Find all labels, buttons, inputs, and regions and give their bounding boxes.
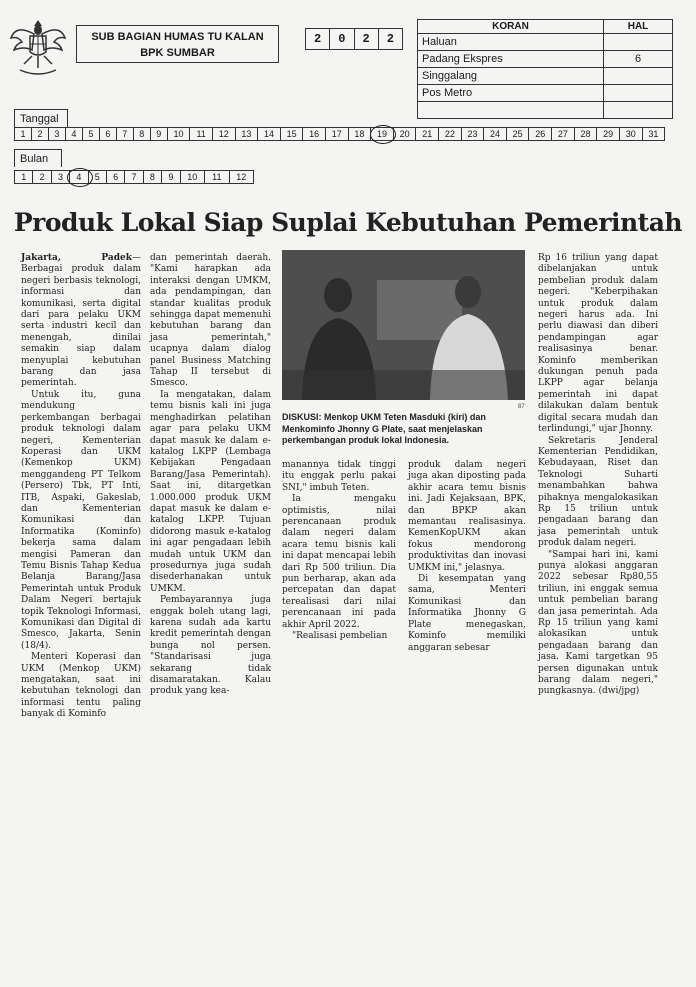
number-cell: 20 — [394, 128, 417, 140]
paragraph-text: —Berbagai produk dalam negeri berbasis teknologi, informasi dan komunikasi, serta digital dari para pelaku UKM serta industri kecil dan menengah, dinilai semakin siap dalam menyuplai kebutuhan barang dan jasa pemerintah. — [21, 253, 141, 389]
number-cell: 30 — [620, 128, 643, 140]
year-digit: 2 — [306, 29, 330, 49]
table-row — [418, 85, 673, 102]
number-cell: 21 — [416, 128, 439, 140]
number-cell: 12 — [213, 128, 236, 140]
number-cell: 12 — [236, 172, 247, 182]
table-row — [418, 34, 673, 51]
article-column-2 — [150, 253, 271, 698]
paragraph: Ia mengaku optimistis, nilai perencanaan produk dalam negeri dalam acara temu bisnis kali ini dapat mencapai lebih dari Rp 500 triliun. Dia pun berharap, akan ada percepatan dan dapat terealisasi dari nilai perencanaan ini pada akhir April 2022. — [282, 494, 396, 630]
photo-caption: DISKUSI: Menkop UKM Teten Masduki (kiri) dan Menkominfo Jhonny G Plate, saat menjelaskan perkembangan produk lokal Indonesia. — [282, 412, 486, 445]
year-box — [305, 28, 403, 50]
number-cell: 3 — [52, 171, 70, 183]
koran-hal: 6 — [604, 51, 673, 68]
paragraph: Pembayarannya juga enggak boleh utang lagi, karena sudah ada kartu kredit pemerintah dengan bunga nol persen. "Standarisasi juga sekarang tidak disamaratakan. Kalau produk yang kea- — [150, 595, 271, 697]
paragraph: "Sampai hari ini, kami punya alokasi anggaran 2022 sebesar Rp80,55 triliun, ini enggak semua untuk pembelian barang dan jasa pemerintah. Ada Rp 15 triliun yang kami alokasikan untuk pengadaan barang dan jasa. Kami targetkan 95 persen digunakan untuk barang dalam negeri," pungkasnya. (dwi/jpg) — [538, 549, 658, 697]
koran-name: Padang Ekspres — [418, 51, 604, 68]
article-headline: Produk Lokal Siap Suplai Kebutuhan Pemerintah — [13, 208, 683, 237]
bulan-row — [14, 170, 254, 184]
number-cell: 2 — [33, 171, 51, 183]
article-column-4 — [408, 460, 526, 654]
koran-hal — [604, 102, 673, 119]
paragraph: produk dalam negeri juga akan diposting pada akhir acara temu bisnis ini. Jadi Kejaksaan, BPK, dan BPKP akan memantau realisasinya. KemenKopUKM akan fokus mendorong produktivitas dan inovasi UMKM ini," jelasnya. — [408, 460, 526, 573]
number-cell: 4 — [66, 128, 83, 140]
number-cell: 11 — [205, 171, 230, 183]
paragraph: "Realisasi pembelian — [292, 631, 388, 642]
number-cell: 8 — [134, 128, 151, 140]
article-photo — [282, 250, 525, 400]
number-cell: 26 — [529, 128, 552, 140]
number-cell: 5 — [83, 128, 100, 140]
number-cell: 14 — [258, 128, 281, 140]
number-cell: 23 — [462, 128, 485, 140]
year-digit: 0 — [330, 29, 354, 49]
koran-hal — [604, 85, 673, 102]
office-line-2: BPK SUMBAR — [140, 47, 215, 59]
number-cell: 18 — [349, 128, 372, 140]
bulan-label: Bulan — [14, 149, 62, 167]
year-digit: 2 — [355, 29, 379, 49]
koran-name — [418, 102, 604, 119]
number-cell: 25 — [507, 128, 530, 140]
number-cell: 22 — [439, 128, 462, 140]
tanggal-row — [14, 127, 665, 141]
koran-hal — [604, 34, 673, 51]
number-cell: 31 — [648, 129, 659, 139]
number-cell: 11 — [190, 128, 213, 140]
paragraph: Ia mengatakan, dalam temu bisnis kali ini juga menghadirkan pelatihan agar para pelaku UKM dapat masuk ke dalam e-katalog LKPP (Lembaga Kebijakan Pengadaan Barang/Jasa Pemerintah). Saat ini, ditargetkan 1.000.000 produk UKM dapat masuk ke dalam e-katalog LKPP. Tujuan didorong masuk e-katalog ini agar pengadaan lebih mudah untuk UKM dan prosedurnya juga sudah disederhanakan untuk UMKM. — [150, 389, 271, 594]
paragraph: Rp 16 triliun yang dapat dibelanjakan untuk pembelian produk dalam negeri. "Keberpihakan untuk produk dalam negeri harus ada. Ini perlu diawasi dan diberi pendampingan agar realisasinya benar. Kominfo memberikan dukungan penuh pada LKPP agar belanja pemerintah ini dapat dilakukan dalam bentuk digital secara mudah dan terlindungi," ujar Jhonny. — [538, 253, 658, 435]
number-cell: 3 — [49, 128, 66, 140]
number-cell: 10 — [168, 128, 191, 140]
paragraph — [21, 253, 141, 390]
article-column-3 — [282, 460, 396, 643]
paragraph: Menteri Koperasi dan UKM (Menkop UKM) mengatakan, saat ini kebutuhan teknologi dan informasi tentu paling banyak di Kominfo — [21, 652, 141, 720]
paragraph: Sekretaris Jenderal Kementerian Pendidikan, Kebudayaan, Riset dan Teknologi Suharti menambahkan bahwa pihaknya mengalokasikan Rp 15 triliun untuk pengadaan barang dan jasa pemerintah untuk produk dalam negeri. — [538, 435, 658, 549]
paragraph: dan pemerintah daerah. "Kami harapkan ada interaksi dengan UMKM, ada pendampingan, dan standar kualitas produk sehingga dapat memenuhi kebutuhan barang dan jasa pemerintah," ucapnya dalam dialog panel Business Matching Tahap II tersebut di Smesco. — [150, 253, 271, 389]
number-cell: 7 — [117, 128, 134, 140]
table-row — [418, 51, 673, 68]
number-cell: 24 — [484, 128, 507, 140]
koran-name: Haluan — [418, 34, 604, 51]
number-cell: 1 — [15, 128, 32, 140]
number-cell: 8 — [144, 171, 162, 183]
hal-header: HAL — [604, 20, 673, 34]
number-cell: 16 — [303, 128, 326, 140]
table-row — [418, 68, 673, 85]
photo-credit: 87 — [518, 404, 525, 410]
number-cell: 2 — [32, 128, 49, 140]
koran-header: KORAN — [418, 20, 604, 34]
number-cell: 6 — [107, 171, 125, 183]
article-column-5 — [538, 253, 658, 698]
number-cell: 1 — [15, 171, 33, 183]
dateline: Jakarta, Padek — [21, 253, 132, 263]
table-row — [418, 102, 673, 119]
koran-name: Pos Metro — [418, 85, 604, 102]
number-cell: 9 — [162, 171, 180, 183]
number-cell: 28 — [575, 128, 598, 140]
number-cell: 19 — [371, 128, 394, 140]
number-cell: 17 — [326, 128, 349, 140]
koran-name: Singgalang — [418, 68, 604, 85]
number-cell: 13 — [236, 128, 259, 140]
number-cell: 27 — [552, 128, 575, 140]
number-cell: 6 — [100, 128, 117, 140]
garuda-emblem-icon — [8, 14, 68, 78]
year-digit: 2 — [386, 32, 394, 46]
paragraph: Di kesempatan yang sama, Menteri Komunikasi dan Informatika Jhonny G Plate menegaskan, Kominfo memiliki anggaran sebesar — [408, 574, 526, 653]
number-cell: 5 — [89, 171, 107, 183]
tanggal-label: Tanggal — [14, 109, 68, 127]
koran-hal — [604, 68, 673, 85]
photo-illustration — [282, 250, 525, 400]
number-cell: 15 — [281, 128, 304, 140]
paragraph: Untuk itu, guna mendukung perkembangan berbagai produk teknologi dalam negeri, Kementerian Koperasi dan UKM (Kemenkop UKM) menggandeng PT Telkom (Persero) Tbk, PT Inti, ITB, Aspaki, Gakeslab, dan Kementerian Komunikasi dan Informatika (Kominfo) bekerja sama dalam mengisi Pameran dan Temu Bisnis Tahap Kedua Belanja Barang/Jasa Pemerintah untuk Produk Dalam Negeri bertajuk topik Teknologi Informasi, Komunikasi dan Digital di Smesco, Jakarta, Senin (18/4). — [21, 389, 141, 651]
number-cell: 9 — [151, 128, 168, 140]
number-cell: 4 — [70, 171, 88, 183]
paragraph: manannya tidak tinggi itu enggak perlu pakai SNI," imbuh Teten. — [282, 460, 396, 493]
number-cell: 7 — [125, 171, 143, 183]
article-column-1 — [21, 253, 141, 721]
number-cell: 29 — [597, 128, 620, 140]
newspaper-table — [417, 19, 673, 119]
number-cell: 10 — [181, 171, 206, 183]
office-line-1: SUB BAGIAN HUMAS TU KALAN — [91, 31, 264, 43]
office-label-box — [76, 25, 279, 63]
